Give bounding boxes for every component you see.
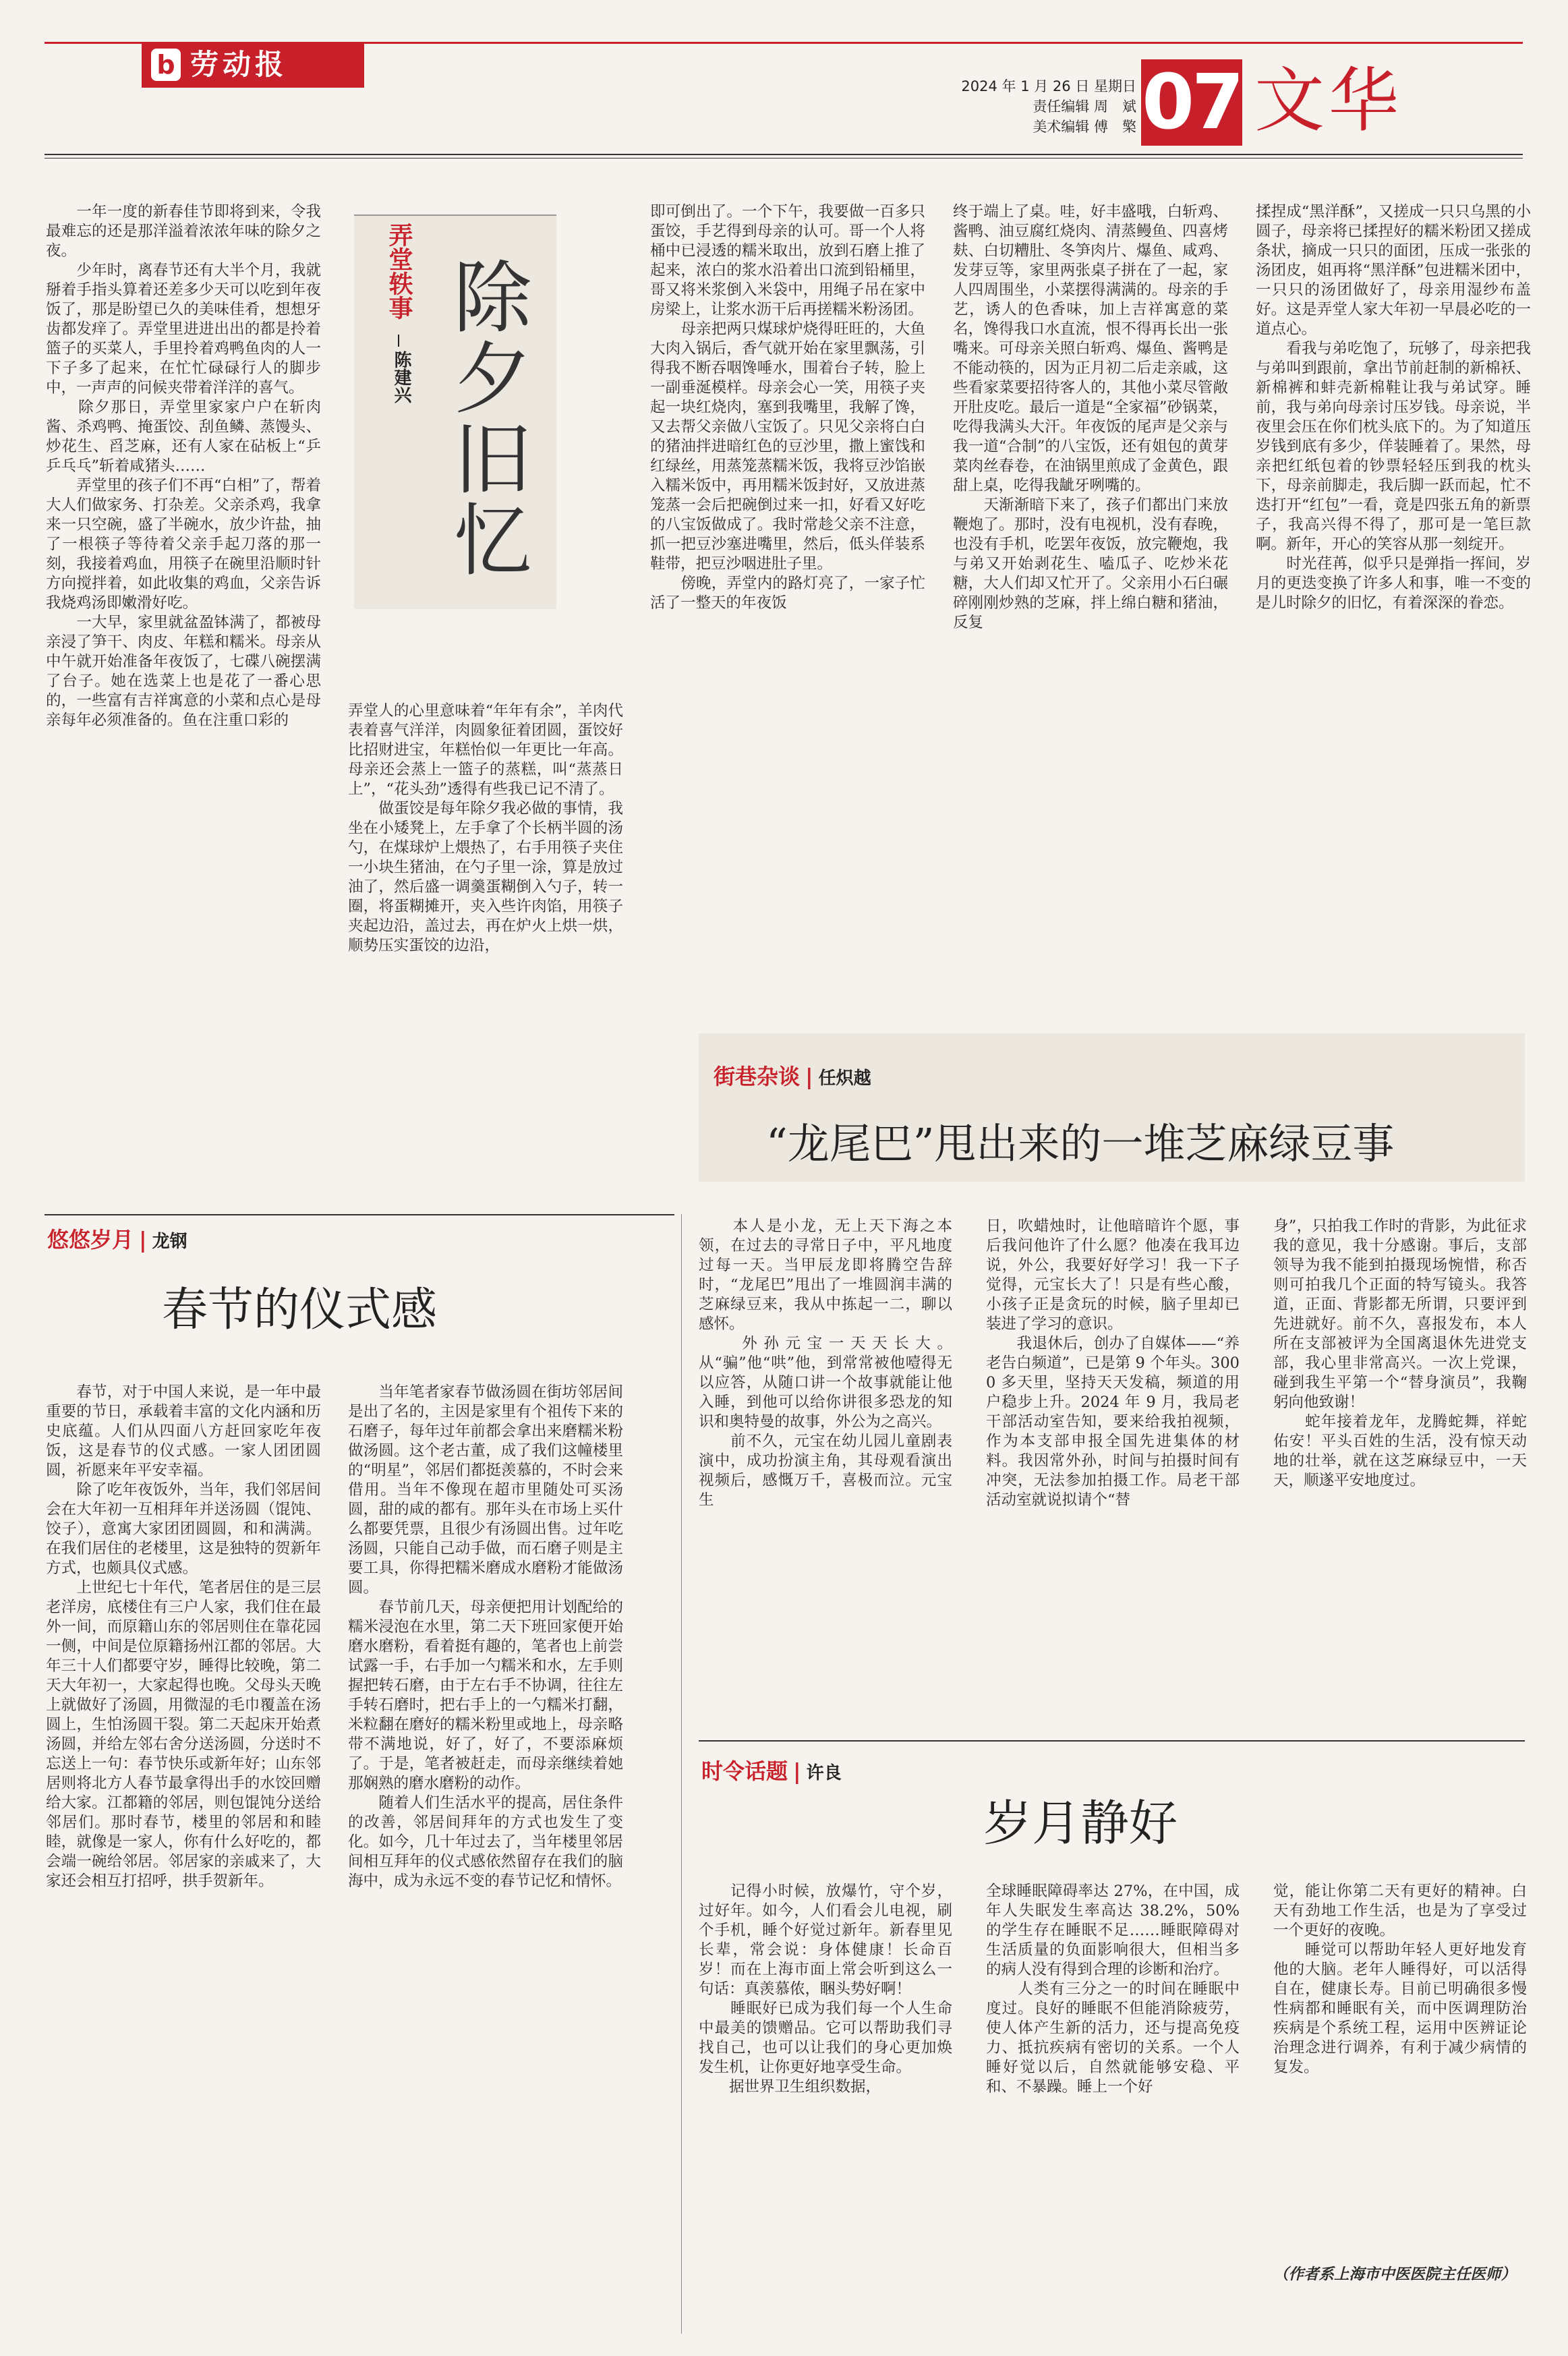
newspaper-logo: [142, 42, 364, 88]
kicker-divider: |: [793, 1758, 801, 1784]
article4-column-3-wrap: [1273, 1882, 1527, 2334]
masthead-bottom-rule-2: [45, 158, 1523, 159]
paper-name: 劳动报: [190, 48, 288, 81]
article1-kicker-divider: [398, 335, 399, 347]
article3-author: 任炽越: [818, 1068, 871, 1089]
article3-title: “龙尾巴”甩出来的一堆芝麻绿豆事: [766, 1119, 1395, 1168]
article2-title: 春节的仪式感: [162, 1284, 438, 1337]
article2-column-1: 春节，对于中国人来说，是一年中最重要的节日，承载着丰富的文化内涵和历史底蕴。人们从四面八方赶回家吃年夜饭，这是春节的仪式感。一家人团团圆圆，祈愿来年平安幸福。 除了吃年夜饭外，当年，我们邻居间会在大年初一互相拜年并送汤圆（馄饨、饺子），意寓大家团团圆圆，和和满满。在我们居住的老楼里，这是独特的贺新年方式，也颇具仪式感。 上世纪七十年代，笔者居住的是三层老洋房，底楼住有三户人家，我们住在最外一间，而原籍山东的邻居则住在靠花园一侧，中间是位原籍扬州江都的邻居。大年三十人们都要守岁，睡得比较晚，第二天大年初一，大家起得也晚。父母头天晚上就做好了汤圆，用微湿的毛巾覆盖在汤圆上，生怕汤圆干裂。第二天起床开始煮汤圆，并给左邻右舍分送汤圆，分送时不忘送上一句：春节快乐或新年好；山东邻居则将北方人春节最拿得出手的水饺回赠给大家。江都籍的邻居，则包馄饨分送给邻居们。那时春节，楼里的邻居和和睦睦，就像是一家人，你有什么好吃的，都会端一碗给邻居。邻居家的亲戚来了，大家还会相互打招呼，拱手贺新年。: [46, 1383, 321, 1890]
article1-kicker: 弄堂轶事: [385, 223, 413, 320]
issue-date: 2024 年 1 月 26 日 星期日: [961, 78, 1136, 94]
article3-column-2: 日，吹蜡烛时，让他暗暗许个愿，事后我问他许了什么愿？他凑在我耳边说，外公，我要好好学习！我一下子觉得，元宝长大了！只是有些心酸，小孩子正是贪玩的时候，脑子里却已装进了学习的意识。 我退休后，创办了自媒体——“养老告白频道”，已是第 9 个年头。3000 多天里，坚持天天发稿，频道的用户稳步上升。2024 年 9 月，我局老干部活动室告知，要来给我拍视频，作为本支部申报全国先进集体的材料。我因常外孙，时间与拍摄时间有冲突，无法参加拍摄工作。局老干部活动室就说拟请个“替: [986, 1217, 1240, 1509]
article2-kicker: [47, 1226, 187, 1255]
article3-kicker: [714, 1063, 871, 1092]
article2-top-rule: [45, 1214, 674, 1215]
kicker-divider: |: [139, 1227, 147, 1253]
column-divider: [681, 1214, 682, 2334]
kicker-divider: |: [805, 1064, 813, 1089]
article4-kicker: [701, 1758, 842, 1787]
article3-kicker-label: 街巷杂谈: [714, 1064, 801, 1089]
article4-signoff: （作者系上海市中医医院主任医师）: [1273, 2266, 1517, 2283]
article1-author: 陈建兴: [391, 351, 411, 403]
article1-column-1: 一年一度的新春佳节即将到来，令我最难忘的还是那洋溢着浓浓年味的除夕之夜。 少年时，离春节还有大半个月，我就掰着手指头算着还差多少天可以吃到年夜饭了，那是盼望已久的美味佳肴，想想牙齿都发痒了。弄堂里进进出出的都是拎着篮子的买菜人，手里拎着鸡鸭鱼肉的人一下子多了起来，在忙忙碌碌行人的脚步中，一声声的问候夹带着洋洋的喜气。 除夕那日，弄堂里家家户户在斩肉酱、杀鸡鸭、掩蛋饺、刮鱼鳞、蒸馒头、炒花生、舀芝麻，还有人家在砧板上“乒乒乓乓”斩着咸猪头…… 弄堂里的孩子们不再“白相”了，帮着大人们做家务、打杂差。父亲杀鸡，我拿来一只空碗，盛了半碗水，放少许盐，抽了一根筷子等待着父亲手起刀落的那一刻，我接着鸡血，用筷子在碗里沿顺时针方向搅拌着，如此收集的鸡血，父亲告诉我烧鸡汤即嫩滑好吃。 一大早，家里就盆盈钵满了，都被母亲浸了笋干、肉皮、年糕和糯米。母亲从中午就开始准备年夜饭了，七碟八碗摆满了台子。她在选菜上也是花了一番心思的，一些富有吉祥寓意的小菜和点心是母亲每年必须准备的。鱼在注重口彩的: [46, 203, 321, 729]
article1-column-5: 揉捏成“黑洋酥”，又搓成一只只乌黑的小圆子，母亲将已揉捏好的糯米粉团又搓成条状，摘成一只只的面团，压成一张张的汤团皮，姐再将“黑洋酥”包进糯米团中，一只只的汤团做好了，母亲用湿纱布盖好。这是弄堂人家大年初一早晨必吃的一道点心。 看我与弟吃饱了，玩够了，母亲把我与弟叫到跟前，拿出节前赶制的新棉袄、新棉裤和蚌壳新棉鞋让我与弟试穿。睡前，我与弟向母亲讨压岁钱。母亲说，半夜里会压在你们枕头底下的。为了知道压岁钱到底有多少，佯装睡着了。果然，母亲把红纸包着的钞票轻轻压到我的枕头下，母亲前脚走，我后脚一跃而起，忙不迭打开“红包”一看，竟是四张五角的新票子，我高兴得不得了，那可是一笔巨款啊。新年，开心的笑容从那一刻绽开。 时光荏苒，似乎只是弹指一挥间，岁月的更迭变换了许多人和事，唯一不变的是儿时除夕的旧忆，有着深深的眷恋。: [1256, 203, 1531, 612]
article4-column-2: 全球睡眠障碍率达 27%，在中国，成年人失眠发生率高达 38.2%，50% 的学生存在睡眠不足……睡眠障碍对生活质量的负面影响很大，但相当多的病人没有得到合理的诊断和治疗。 人类有三分之一的时间在睡眠中度过。良好的睡眠不但能消除疲劳，使人体产生新的活力，还与提高免疫力、抵抗疾病有密切的关系。一个人睡好觉以后，自然就能够安稳、平和、不暴躁。睡上一个好: [986, 1883, 1240, 2096]
article4-kicker-label: 时令话题: [701, 1758, 788, 1784]
article4-title: 岁月静好: [983, 1795, 1178, 1851]
article3-column-1: 本人是小龙，无上天下海之本领，在过去的寻常日子中，平凡地度过每一天。当甲辰龙即将腾空告辞时，“龙尾巴”甩出了一堆圆润丰满的芝麻绿豆来，我从中拣起一二，聊以感怀。 外孙元宝一天天长大。从“骗”他“哄”他，到常常被他噎得无以应答，从随口讲一个故事就能让他入睡，到他可以给你讲很多恐龙的知识和奥特曼的故事，外公为之高兴。 前不久，元宝在幼儿园儿童剧表演中，成功扮演主角，其母观看演出视频后，感慨万千，喜极而泣。元宝生: [699, 1217, 952, 1509]
article2-kicker-label: 悠悠岁月: [47, 1227, 134, 1253]
article3-column-3: 身”，只拍我工作时的背影，为此征求我的意见，我十分感谢。事后，支部领导为我不能到拍摄现场惋惜，称否则可拍我几个正面的特写镜头。我答道，正面、背影都无所谓，只要评到先进就好。前不久，喜报发布，本人所在支部被评为全国离退休先进党支部，我心里非常高兴。一次上党课，碰到我生平第一个“替身演员”，我鞠躬向他致谢！ 蛇年接着龙年，龙腾蛇舞，祥蛇佑安！平头百姓的生活，没有惊天动地的壮举，就在这芝麻绿豆中，一天天，顺遂平安地度过。: [1273, 1217, 1527, 1489]
article4-column-1: 记得小时候，放爆竹，守个岁，过好年。如今，人们看会儿电视，刷个手机，睡个好觉过新年。新春里见长辈，常会说：身体健康！长命百岁！而在上海市面上常会听到这么一句话：真羡慕侬，睏头势好啊！ 睡眠好已成为我们每一个人生命中最美的馈赠品。它可以帮助我们寻找自己，也可以让我们的身心更加焕发生机，让你更好地享受生命。 据世界卫生组织数据，: [699, 1883, 952, 2096]
article1-column-3: 即可倒出了。一个下午，我要做一百多只蛋饺，手艺得到母亲的认可。哥一个人将桶中已浸透的糯米取出，放到石磨上推了起来，浓白的浆水沿着出口流到铅桶里，哥又将米浆倒入米袋中，用绳子吊在家中房梁上，让浆水沥干后再搓糯米粉汤团。 母亲把两只煤球炉烧得旺旺的，大鱼大肉入锅后，香气就开始在家里飘荡，引得我不断吞咽馋唾水，围着台子转，脸上一副垂涎模样。母亲会心一笑，用筷子夹起一块红烧肉，塞到我嘴里，我解了馋，又去帮父亲做八宝饭了。只见父亲将白白的猪油拌进暗红色的豆沙里，撒上蜜饯和红绿丝，用蒸笼蒸糯米饭，我将豆沙馅嵌入糯米饭中，再用糯米饭封好，又放进蒸笼蒸一会后把碗倒过来一扣，好看又好吃的八宝饭做成了。我时常趁父亲不注意，抓一把豆沙塞进嘴里，然后，低头佯装系鞋带，把豆沙咽进肚子里。 傍晚，弄堂内的路灯亮了，一家子忙活了一整天的年夜饭: [650, 203, 925, 612]
page-number: 07: [1142, 59, 1242, 146]
masthead-bottom-rule: [45, 154, 1523, 155]
article4-column-3: 觉，能让你第二天有更好的精神。白天有劲地工作生活，也是为了享受过一个更好的夜晚。 睡觉可以帮助年轻人更好地发育他的大脑。老年人睡得好，可以活得自在，健康长寿。目前已明确很多慢性病都和睡眠有关，而中医调理防治疾病是个系统工程，运用中医辨证论治理念进行调养，有利于减少病情的复发。: [1273, 1883, 1527, 2076]
article1-title-box-border: [354, 214, 556, 216]
article2-author: 龙钢: [152, 1232, 187, 1252]
article1-column-4: 终于端上了桌。哇，好丰盛哦，白斩鸡、酱鸭、油豆腐红烧肉、清蒸鳗鱼、四喜烤麸、白切糟肚、冬笋肉片、爆鱼、咸鸡、发芽豆等，家里两张桌子拼在了一起，家人四周围坐，小菜摆得满满的。母亲的手艺，诱人的色香味，加上吉祥寓意的菜名，馋得我口水直流，恨不得再长出一张嘴来。可母亲关照白斩鸡、爆鱼、酱鸭是不能动筷的，因为正月初二后走亲戚，这些看家菜要招待客人的，其他小菜尽管敞开肚皮吃。最后一道是“全家福”砂锅菜，吃得我满头大汗。年夜饭的尾声是父亲与我一道“合制”的八宝饭，还有姐包的黄芽菜肉丝春卷，在油锅里煎成了金黄色，跟甜上桌，吃得我龇牙咧嘴的。 天渐渐暗下来了，孩子们都出门来放鞭炮了。那时，没有电视机，没有春晚，也没有手机，吃罢年夜饭，放完鞭炮，我与弟又开始剥花生、嗑瓜子、吃炒米花糖，大人们却又忙开了。父亲用小石臼碾碎刚刚炒熟的芝麻，拌上绵白糖和猪油，反复: [953, 203, 1228, 631]
article2-column-2: 当年笔者家春节做汤圆在街坊邻居间是出了名的，主因是家里有个祖传下来的石磨子，每年过年前都会拿出来磨糯米粉做汤圆。这个老古董，成了我们这幢楼里的“明星”，邻居们都挺羡慕的，不时会来借用。当年不像现在超市里随处可买汤圆，甜的咸的都有。那年头在市场上买什么都要凭票，且很少有汤圆出售。过年吃汤圆，只能自己动手做，而石磨子则是主要工具，你得把糯米磨成水磨粉才能做汤圆。 春节前几天，母亲便把用计划配给的糯米浸泡在水里，第二天下班回家便开始磨水磨粉，看着挺有趣的，笔者也上前尝试露一手，右手加一勺糯米和水，左手则握把转石磨，由于左右手不协调，往往左手转石磨时，把右手上的一勺糯米打翻，米粒翻在磨好的糯米粉里或地上，母亲略带不满地说，好了，好了，不要添麻烦了。于是，笔者被赶走，而母亲继续着她那娴熟的磨水磨粉的动作。 随着人们生活水平的提高，居住条件的改善，邻居间拜年的方式也发生了变化。如今，几十年过去了，当年楼里邻居间相互拜年的仪式感依然留存在我们的脑海中，成为永远不变的春节记忆和情怀。: [348, 1383, 623, 1890]
editor-credit: 责任编辑 周 斌: [1033, 98, 1136, 115]
article1-title: 除夕旧忆: [440, 256, 531, 580]
art-editor-credit: 美术编辑 傅 檠: [1033, 119, 1136, 135]
article1-column-2: 弄堂人的心里意味着“年年有余”，羊肉代表着喜气洋洋，肉圆象征着团圆，蛋饺好比招财进宝，年糕怡似一年更比一年高。母亲还会蒸上一篮子的蒸糕，叫“蒸蒸日上”，“花头劲”透得有些我已记不清了。 做蛋饺是每年除夕我必做的事情，我坐在小矮凳上，左手拿了个长柄半圆的汤勺，在煤球炉上煨热了，右手用筷子夹住一小块生猪油，在勺子里一涂，算是放过油了，然后盛一调羹蛋糊倒入勺子，转一圈，将蛋糊摊开，夹入些许肉馅，用筷子夹起边沿，盖过去，再在炉火上烘一烘，顺势压实蛋饺的边沿，: [348, 702, 623, 954]
logo-mark-icon: b: [151, 49, 181, 81]
article4-author: 许良: [806, 1763, 842, 1783]
article4-top-rule: [699, 1740, 1525, 1742]
section-title: 文华: [1254, 59, 1403, 142]
